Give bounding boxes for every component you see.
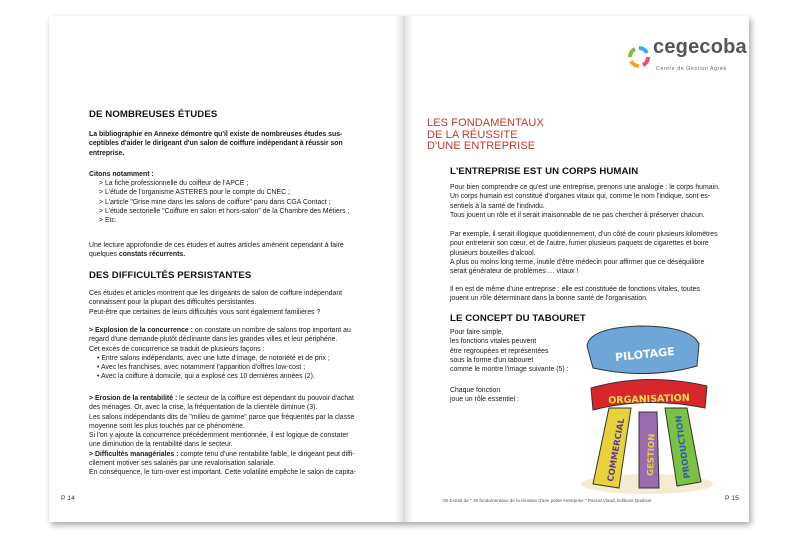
paragraph-line: Un corps humain est constitué d'organes vitaux qui, comme le nom l'indique, sont es- <box>450 193 711 201</box>
explosion-heading: > Explosion de la concurrence : <box>89 327 193 334</box>
section-title-difficultes: DES DIFFICULTÉS PERSISTANTES <box>89 270 252 281</box>
stool-illustration <box>569 316 719 496</box>
left-page <box>49 16 395 522</box>
paragraph-line: serait générateur de problèmes … vitaux ! <box>450 268 579 276</box>
managerial-heading: > Difficultés managériales : <box>89 450 179 458</box>
logo-ring-icon <box>626 44 652 70</box>
list-item: > L'article "Grise mine dans les salons de coiffure" paru dans CGA Contact ; <box>99 198 331 206</box>
intro-line: La bibliographie en Annexe démontre qu'il existe de nombreuses études sus- <box>89 131 343 138</box>
main-title-line: D'UNE ENTREPRISE <box>427 140 536 152</box>
paragraph-line: sentiels à la santé de l'individu. <box>450 202 545 210</box>
exemple-paragraph <box>450 230 718 276</box>
lecture-text: quelques <box>89 251 119 259</box>
erosion-text: le secteur de la coiffure est dépendant du pouvoir d'achat <box>177 395 354 402</box>
citons-list <box>99 179 349 225</box>
paragraph-line: Les salons indépendants dits de "milieu de gamme" parce que fréquentés par la classe <box>89 413 355 421</box>
seat-label: PILOTAGE <box>614 344 676 365</box>
difficultes-paragraph <box>89 289 342 317</box>
bullet-item: • Avec la coiffure à domicile, qui a explosé ces 10 dernières années (2). <box>97 373 315 381</box>
intro-line: ceptibles d'aider le dirigeant d'un salon de coiffure indépendant à réussir son <box>89 140 343 148</box>
intro-line: entreprise. <box>89 149 125 157</box>
list-item: > L'étude de l'organisme ASTERES pour le compte du CNEC ; <box>99 189 290 197</box>
explosion-paragraph <box>89 326 351 382</box>
list-item: > L'étude sectorielle "Coiffure en salon et hors-salon" de la Chambre des Métiers ; <box>99 207 350 215</box>
logo-tagline: Centre de Gestion Agréé <box>656 66 727 72</box>
band-label: ORGANISATION <box>608 392 690 407</box>
paragraph-line: jouent un rôle déterminant dans la bonne santé de l'organisation. <box>450 295 648 303</box>
paragraph-line: plusieurs bouteilles d'alcool. <box>450 249 536 257</box>
stool-leg-production <box>665 408 701 486</box>
paragraph-line: Pour faire simple, <box>450 329 504 336</box>
paragraph-line: En conséquence, le turn-over est important. Cette volatilité empêche le salon de capita- <box>89 469 356 477</box>
paragraph-line: une diminution de la rentabilité dans le secteur. <box>89 441 233 449</box>
leg-label-commercial: COMMERCIAL <box>606 417 628 483</box>
erosion-paragraph <box>89 394 356 478</box>
bullet-item: • Avec les franchises, avec notamment l'apparition d'offres low-cost ; <box>97 364 306 372</box>
footnote: 05 Extrait de " 25 fondamentaux de la réussite d'une petite entreprise " Pascal Viaud, Editions Qualixel <box>443 498 652 503</box>
leg-label-gestion: GESTION <box>646 433 658 477</box>
section-title-tabouret: LE CONCEPT DU TABOURET <box>450 313 586 324</box>
citons-label: Citons notamment : <box>89 171 154 178</box>
paragraph-line: les fonctions vitales peuvent <box>450 338 537 346</box>
paragraph-line: Il en est de même d'une entreprise : elle est constituée de fonctions vitales, toutes <box>450 286 700 293</box>
right-page <box>413 16 749 522</box>
paragraph-line: Si l'on y ajoute la concurrence précédemment mentionnée, il est logique de constater <box>89 432 349 440</box>
paragraph-line: A plus ou moins long terme, inutile d'être médecin pour affirmer que ce déséquilibre <box>450 258 705 266</box>
paragraph-line: comme le montre l'image suivante (5) : <box>450 366 569 374</box>
main-title-line: DE LA RÉUSSITE <box>427 128 518 141</box>
paragraph-line: Peut-être que certaines de leurs difficultés vous sont également familières ? <box>89 308 321 316</box>
paragraph-line: pour entretenir son cœur, et de l'autre, fumer plusieurs paquets de cigarettes et boire <box>450 240 709 248</box>
meme-paragraph <box>450 285 700 304</box>
paragraph-line: cilement motiver ses salariés par une revalorisation salariale. <box>89 460 276 468</box>
paragraph-line: sous la forme d'un tabouret <box>450 356 534 364</box>
paragraph-line: Ces études et articles montrent que les dirigeants de salon de coiffure indépendant <box>89 290 343 297</box>
lecture-line: Une lecture approfondie de ces études et autres articles amènent cependant à faire <box>89 242 344 249</box>
stool-leg-gestion <box>639 412 659 488</box>
intro-paragraph <box>89 130 343 158</box>
paragraph-line: joue un rôle essentiel : <box>450 396 519 404</box>
paragraph-line: des ménages. Or, avec la crise, la fréquentation de la clientèle diminue (3). <box>89 404 318 412</box>
paragraph-line: Pour bien comprendre ce qu'est une entreprise, prenons une analogie : le corps humain. <box>450 184 720 191</box>
main-title-line: LES FONDAMENTAUX <box>427 117 544 129</box>
paragraph-line: être regroupées et représentées <box>450 347 549 355</box>
list-item: > Etc. <box>99 217 117 225</box>
corps-paragraph <box>450 183 720 220</box>
list-item: > La fiche professionnelle du coiffeur de l'APCE ; <box>99 180 249 187</box>
paragraph-line: Tous jouent un rôle et il serait irraisonnable de ne pas chercher à préserver chacun. <box>450 211 705 219</box>
tabouret-paragraph <box>450 328 569 374</box>
page-number-right: P 15 <box>725 495 739 502</box>
managerial-text: compte tenu d'une rentabilité faible, le dirigeant peut diffi- <box>178 450 355 458</box>
book-spine <box>395 16 413 522</box>
chaque-paragraph <box>450 386 519 405</box>
paragraph-line: connaissent pour la plupart des difficultés persistantes. <box>89 299 257 307</box>
logo-name: cegecoba <box>653 36 747 58</box>
paragraph-line: Par exemple, il serait illogique quotidiennement, d'un côté de courir plusieurs kilomètres <box>450 231 718 238</box>
main-title <box>427 118 544 153</box>
erosion-heading: > Erosion de la rentabilité : <box>89 395 178 402</box>
section-title-etudes: DE NOMBREUSES ÉTUDES <box>89 109 218 120</box>
lecture-paragraph <box>89 241 344 260</box>
page-number-left: P 14 <box>61 495 75 502</box>
leg-label-production: PRODUCTION <box>674 414 693 479</box>
book-spread <box>49 16 749 522</box>
paragraph-line: moyenne sont les plus touchés par ce phénomène. <box>89 422 245 430</box>
lecture-emphasis: constats récurrents. <box>118 251 186 259</box>
section-title-corps: L'ENTREPRISE EST UN CORPS HUMAIN <box>450 166 639 177</box>
paragraph-line: regard d'une demande plutôt déclinante dans les grandes villes et leur périphérie. <box>89 336 338 344</box>
explosion-text: on constate un nombre de salons trop important au <box>192 327 351 334</box>
bullet-item: • Entre salons indépendants, avec une lutte d'image, de notoriété et de prix ; <box>97 354 330 362</box>
paragraph-line: Chaque fonction <box>450 387 501 394</box>
paragraph-line: Cet excès de concurrence se traduit de plusieurs façons : <box>89 345 265 353</box>
cegecoba-logo <box>626 36 747 76</box>
